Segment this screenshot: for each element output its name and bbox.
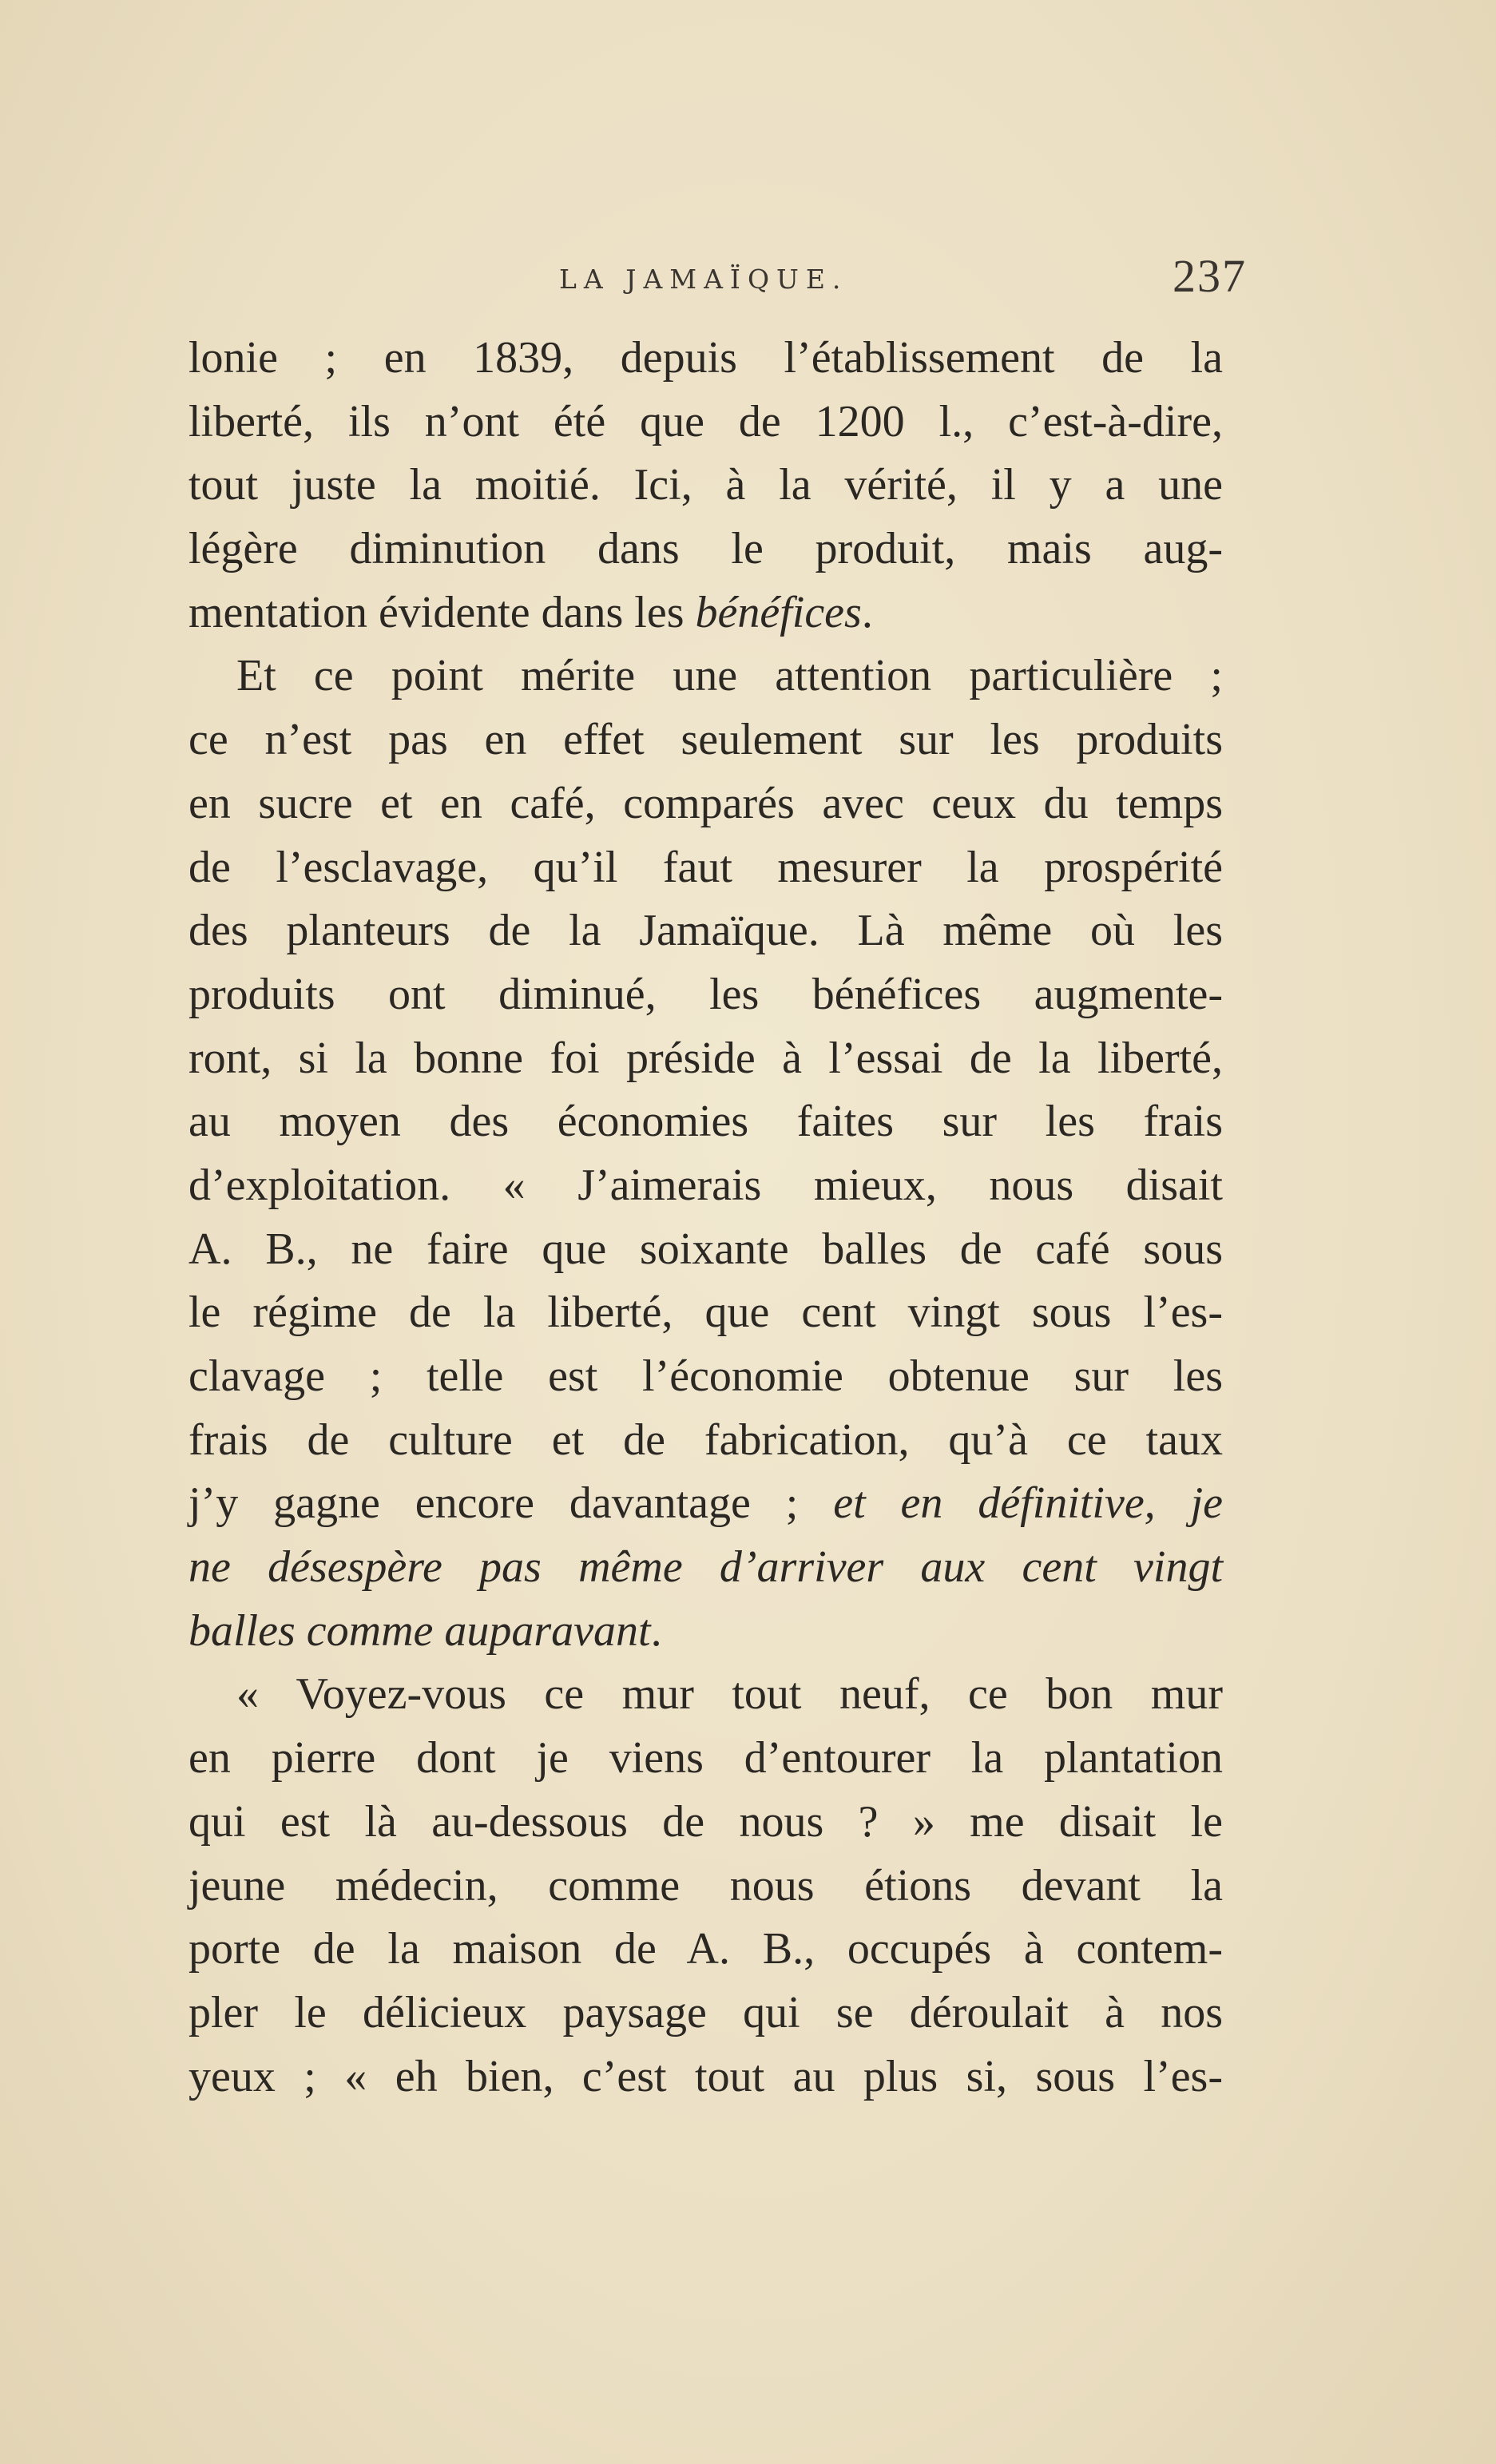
text-line xyxy=(188,1536,1223,1600)
body-text xyxy=(188,327,1223,2109)
running-head: LA JAMAÏQUE. xyxy=(559,264,848,295)
text-line: liberté, ils n’ont été que de 1200 l., c’est-à-dire, xyxy=(188,396,1223,446)
text-line: ront, si la bonne foi préside à l’essai de la liberté, xyxy=(188,1033,1223,1083)
text-line: frais de culture et de fabrication, qu’à ce taux xyxy=(188,1415,1223,1465)
italic-run: et en définitive, je xyxy=(833,1478,1224,1529)
italic-run: bénéfices xyxy=(695,587,862,637)
text-line: A. B., ne faire que soixante balles de café sous xyxy=(188,1224,1223,1274)
text-line: en pierre dont je viens d’entourer la plantation xyxy=(188,1733,1223,1784)
text-line xyxy=(188,1472,1223,1536)
paragraph-first-line: « Voyez-vous ce mur tout neuf, ce bon mur xyxy=(236,1669,1223,1720)
text-line: jeune médecin, comme nous étions devant la xyxy=(188,1860,1223,1910)
text-line: au moyen des économies faites sur les frais xyxy=(188,1097,1223,1147)
text-line: de l’esclavage, qu’il faut mesurer la prospérité xyxy=(188,842,1223,892)
text-run: . xyxy=(861,587,873,637)
text-line: qui est là au-dessous de nous ? » me disait le xyxy=(188,1796,1223,1847)
text-line xyxy=(188,1600,1223,1664)
text-line xyxy=(188,581,1223,645)
text-line: en sucre et en café, comparés avec ceux du temps xyxy=(188,778,1223,828)
italic-run: balles comme auparavant xyxy=(188,1605,651,1656)
text-line: yeux ; « eh bien, c’est tout au plus si, sous l’es- xyxy=(188,2051,1223,2101)
text-run: . xyxy=(650,1605,662,1656)
text-line: pler le délicieux paysage qui se déroulait à nos xyxy=(188,1987,1223,2037)
text-line: clavage ; telle est l’économie obtenue sur les xyxy=(188,1351,1223,1401)
text-line: tout juste la moitié. Ici, à la vérité, il y a une xyxy=(188,460,1223,510)
text-line: le régime de la liberté, que cent vingt sous l’es- xyxy=(188,1288,1223,1338)
text-line: porte de la maison de A. B., occupés à contem- xyxy=(188,1924,1223,1974)
text-line: ce n’est pas en effet seulement sur les produits xyxy=(188,715,1223,765)
text-run: j’y gagne encore davantage ; xyxy=(188,1478,834,1529)
text-line: légère diminution dans le produit, mais aug- xyxy=(188,524,1223,574)
page-number: 237 xyxy=(1173,250,1247,302)
text-line: produits ont diminué, les bénéfices augmente- xyxy=(188,969,1223,1019)
text-line: lonie ; en 1839, depuis l’établissement de la xyxy=(188,333,1223,383)
text-run: mentation évidente dans les xyxy=(188,587,696,637)
text-line: d’exploitation. « J’aimerais mieux, nous disait xyxy=(188,1160,1223,1210)
paragraph-first-line: Et ce point mérite une attention particulière ; xyxy=(236,651,1223,701)
italic-run: ne désespère pas même d’arriver aux cent vingt xyxy=(188,1542,1223,1593)
text-line: des planteurs de la Jamaïque. Là même où les xyxy=(188,906,1223,956)
